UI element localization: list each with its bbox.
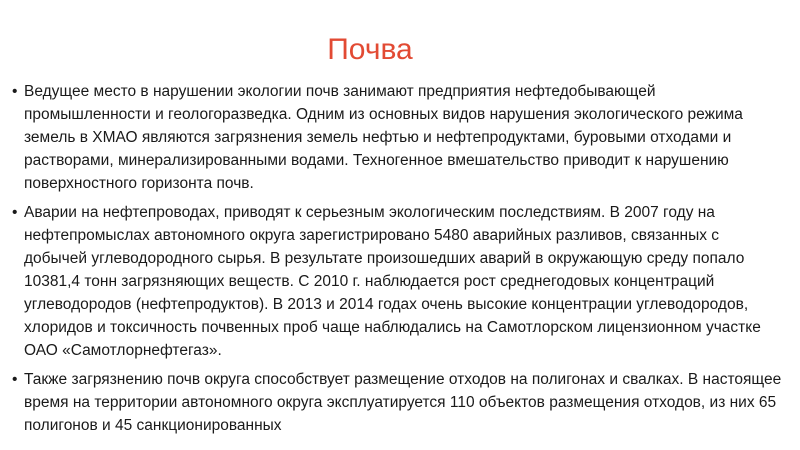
bullet-item [12, 368, 782, 437]
bullet-dot-icon: • [12, 83, 18, 100]
bullet-item [12, 80, 782, 195]
slide-title: Почва [327, 33, 413, 66]
bullet-text: Аварии на нефтепроводах, приводят к серьезным экологическим последствиям. В 2007 году на нефтепромыслах автономного округа зарегистрировано 5480 аварийных разливов, связанных с добычей углеводородного сырья. В результате произошедших аварий в окружающую среду попало 10381,4 тонн загрязняющих веществ. С 2010 г. наблюдается рост среднегодовых концентраций углеводородов (нефтепродуктов). В 2013 и 2014 годах очень высокие концентрации углеводородов, хлоридов и токсичность почвенных проб чаще наблюдались на Самотлорском лицензионном участке ОАО «Самотлорнефтегаз». [24, 204, 761, 359]
bullet-item [12, 201, 782, 362]
bullet-text: Ведущее место в нарушении экологии почв занимают предприятия нефтедобывающей промышленности и геологоразведка. Одним из основных видов нарушения экологического режима земель в ХМАО являются загрязнения земель нефтью и нефтепродуктами, буровыми отходами и растворами, минерализированными водами. Техногенное вмешательство приводит к нарушению поверхностного горизонта почв. [24, 83, 743, 192]
bullet-dot-icon: • [12, 204, 18, 221]
bullet-list [12, 80, 782, 443]
bullet-text: Также загрязнению почв округа способствует размещение отходов на полигонах и свалках. В настоящее время на территории автономного округа эксплуатируется 110 объектов размещения отходов, из них 65 полигонов и 45 санкционированных [24, 371, 782, 434]
bullet-dot-icon: • [12, 371, 18, 388]
